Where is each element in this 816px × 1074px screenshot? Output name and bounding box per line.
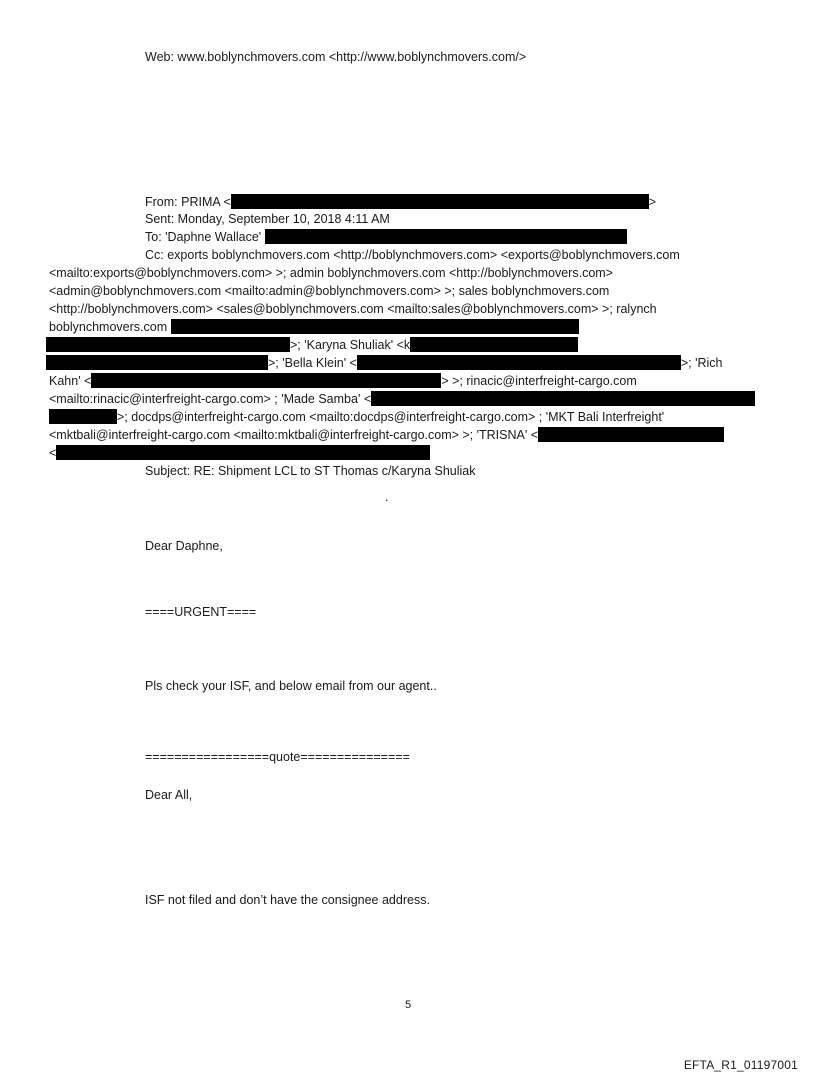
sent-line: Sent: Monday, September 10, 2018 4:11 AM — [145, 212, 390, 226]
quote-text: ISF not filed and don’t have the consignee address. — [145, 893, 430, 907]
redaction-block — [46, 337, 290, 352]
redaction-block — [56, 445, 430, 460]
cc-line-7 — [46, 354, 723, 372]
cc-line-2: <mailto:exports@boblynchmovers.com> >; admin boblynchmovers.com <http://boblynchmovers.com> — [49, 266, 613, 280]
to-text: To: 'Daphne Wallace' — [145, 230, 262, 244]
cc-line-12 — [49, 444, 430, 462]
cc-line-4: <http://boblynchmovers.com> <sales@boblynchmovers.com <mailto:sales@boblynchmovers.com> >; ralynch — [49, 302, 657, 316]
redaction-block — [371, 391, 755, 406]
subject-line: Subject: RE: Shipment LCL to ST Thomas c/Karyna Shuliak — [145, 464, 476, 478]
cc-line-6-text: >; 'Karyna Shuliak' <k — [290, 338, 411, 352]
cc-line-1: Cc: exports boblynchmovers.com <http://boblynchmovers.com> <exports@boblynchmovers.com — [145, 248, 680, 262]
redaction-block — [49, 409, 117, 424]
redaction-block — [538, 427, 724, 442]
from-prefix: From: PRIMA < — [145, 195, 231, 209]
web-line: Web: www.boblynchmovers.com <http://www.boblynchmovers.com/> — [145, 50, 527, 64]
request-text: Pls check your ISF, and below email from our agent.. — [145, 679, 437, 693]
redaction-block — [357, 355, 681, 370]
cc-line-5 — [49, 318, 579, 336]
cc-line-8 — [49, 372, 637, 390]
to-line — [145, 228, 627, 246]
redaction-block — [410, 337, 578, 352]
cc-line-10 — [49, 408, 664, 426]
from-suffix: > — [648, 195, 657, 209]
cc-line-7-text: >; 'Bella Klein' < — [268, 356, 357, 370]
redaction-block — [231, 194, 649, 209]
urgent-marker: ====URGENT==== — [145, 605, 257, 619]
redaction-block — [91, 373, 441, 388]
quote-marker: =================quote=============== — [145, 750, 410, 764]
cc-line-9 — [49, 390, 755, 408]
cc-line-8-b: > >; rinacic@interfreight-cargo.com — [441, 374, 637, 388]
redaction-block — [171, 319, 579, 334]
cc-line-10-text: >; docdps@interfreight-cargo.com <mailto:docdps@interfreight-cargo.com> ; 'MKT Bali Interfreight' — [117, 410, 665, 424]
cc-line-8-a: Kahn' < — [49, 374, 92, 388]
cc-line-11 — [49, 426, 724, 444]
greeting: Dear Daphne, — [145, 539, 223, 553]
cc-line-7-end: >; 'Rich — [680, 356, 723, 370]
bates-number: EFTA_R1_01197001 — [683, 1058, 798, 1072]
cc-line-5-text: boblynchmovers.com — [49, 320, 168, 334]
cc-line-12-text: < — [49, 446, 57, 460]
cc-line-11-text: <mktbali@interfreight-cargo.com <mailto:mktbali@interfreight-cargo.com> >; 'TRISNA' < — [49, 428, 539, 442]
page-number: 5 — [404, 999, 412, 1011]
cc-line-6 — [46, 336, 578, 354]
from-line — [145, 193, 656, 211]
stray-dot: . — [385, 490, 389, 504]
cc-line-3: <admin@boblynchmovers.com <mailto:admin@boblynchmovers.com> >; sales boblynchmovers.com — [49, 284, 610, 298]
redaction-block — [46, 355, 268, 370]
redaction-block — [265, 229, 627, 244]
cc-line-9-text: <mailto:rinacic@interfreight-cargo.com> ; 'Made Samba' < — [49, 392, 372, 406]
quote-greeting: Dear All, — [145, 788, 193, 802]
